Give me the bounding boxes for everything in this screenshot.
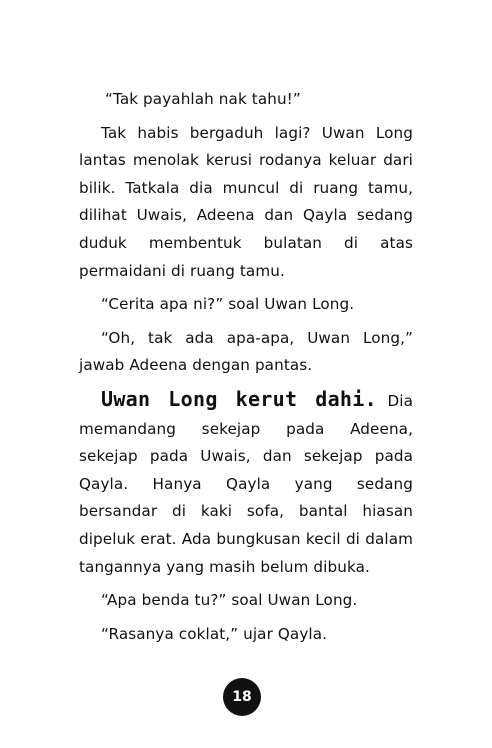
emphasis-text: Uwan Long kerut dahi. bbox=[101, 386, 377, 411]
page-number: 18 bbox=[223, 678, 261, 716]
paragraph-4: “Oh, tak ada apa-apa, Uwan Long,” jawab Adeena dengan pantas. bbox=[79, 328, 413, 375]
paragraph-7: “Rasanya coklat,” ujar Qayla. bbox=[101, 624, 328, 643]
paragraph-6: “Apa benda tu?” soal Uwan Long. bbox=[101, 591, 358, 610]
paragraph-5 bbox=[79, 386, 413, 581]
paragraph-2: Tak habis bergaduh lagi? Uwan Long lantas menolak kerusi rodanya keluar dari bilik. Tatkala dia muncul di ruang tamu, dilihat Uwais, Adeena dan Qayla sedang duduk membentuk bulatan di atas permaidani di ruang tamu. bbox=[79, 123, 413, 280]
paragraph-3: “Cerita apa ni?” soal Uwan Long. bbox=[101, 295, 355, 314]
paragraph-5-rest: Dia memandang sekejap pada Adeena, sekejap pada Uwais, dan sekejap pada Qayla. Hanya Qayla yang sedang bersandar di kaki sofa, bantal hiasan dipeluk erat. Ada bungkusan kecil di dalam tangannya yang masih belum dibuka. bbox=[79, 391, 413, 576]
paragraph-1: “Tak payahlah nak tahu!” bbox=[105, 90, 301, 108]
body-text bbox=[79, 86, 413, 654]
